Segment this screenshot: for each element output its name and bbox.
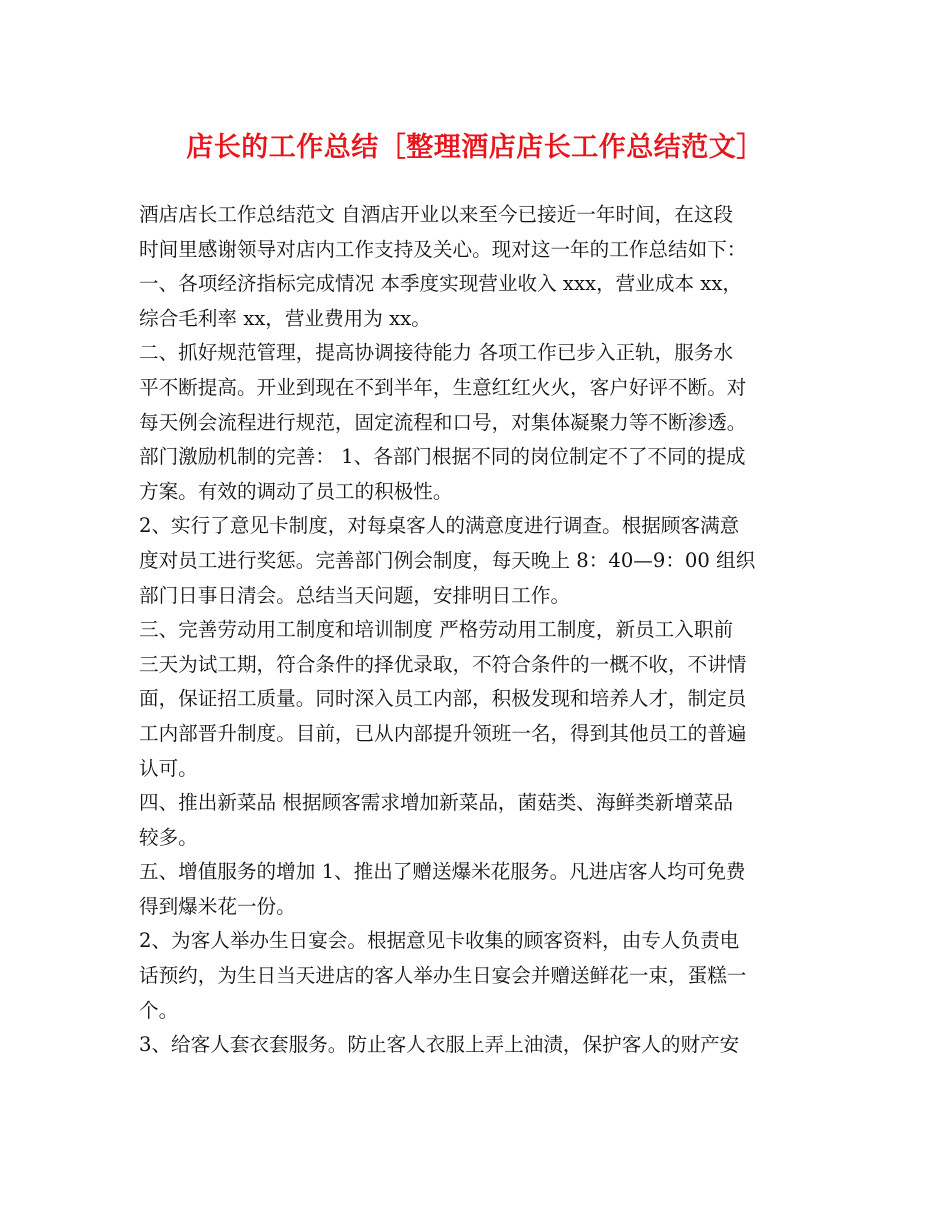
- text-line: 三、完善劳动用工制度和培训制度 严格劳动用工制度，新员工入职前: [139, 618, 734, 642]
- text-line: 2、实行了意见卡制度，对每桌客人的满意度进行调查。根据顾客满意: [139, 514, 740, 538]
- text-line: 酒店店长工作总结范文 自酒店开业以来至今已接近一年时间，在这段: [139, 203, 734, 226]
- text-line: 综合毛利率 xx，营业费用为 xx。: [139, 306, 431, 330]
- document-body: [139, 198, 819, 1063]
- text-line: 工内部晋升制度。目前，已从内部提升领班一名，得到其他员工的普遍: [139, 721, 747, 745]
- text-line: 3、给客人套衣套服务。防止客人衣服上弄上油渍，保护客人的财产安: [139, 1033, 740, 1057]
- text-line: 话预约，为生日当天进店的客人举办生日宴会并赠送鲜花一束，蛋糕一: [139, 964, 747, 988]
- text-line: 一、各项经济指标完成情况 本季度实现营业收入 xxx，营业成本 xx，: [139, 272, 742, 296]
- document-title: 店长的工作总结［整理酒店店长工作总结范文］: [186, 132, 764, 163]
- text-line: 方案。有效的调动了员工的积极性。: [139, 479, 453, 503]
- text-line: 三天为试工期，符合条件的择优录取，不符合条件的一概不收，不讲情: [139, 652, 747, 676]
- text-line: 度对员工进行奖惩。完善部门例会制度，每天晚上 8：40—9：00 组织: [139, 548, 756, 572]
- text-line: 2、为客人举办生日宴会。根据意见卡收集的顾客资料，由专人负责电: [139, 929, 740, 953]
- text-line: 得到爆米花一份。: [139, 894, 296, 918]
- text-line: 认可。: [139, 756, 198, 780]
- text-line: 二、抓好规范管理，提高协调接待能力 各项工作已步入正轨，服务水: [139, 341, 734, 365]
- text-line: 部门激励机制的完善： 1、各部门根据不同的岗位制定不了不同的提成: [139, 445, 746, 469]
- text-line: 五、增值服务的增加 1、推出了赠送爆米花服务。凡进店客人均可免费: [139, 860, 746, 884]
- text-line: 部门日事日清会。总结当天问题，安排明日工作。: [139, 583, 571, 607]
- text-line: 四、推出新菜品 根据顾客需求增加新菜品，菌菇类、海鲜类新增菜品: [139, 791, 734, 815]
- text-line: 较多。: [139, 825, 198, 849]
- text-line: 面，保证招工质量。同时深入员工内部，积极发现和培养人才，制定员: [139, 687, 747, 711]
- text-line: 平不断提高。开业到现在不到半年，生意红红火火，客户好评不断。对: [139, 375, 747, 399]
- text-line: 个。: [139, 998, 179, 1022]
- text-line: 时间里感谢领导对店内工作支持及关心。现对这一年的工作总结如下：: [139, 237, 747, 261]
- text-line: 每天例会流程进行规范，固定流程和口号，对集体凝聚力等不断渗透。: [139, 410, 747, 434]
